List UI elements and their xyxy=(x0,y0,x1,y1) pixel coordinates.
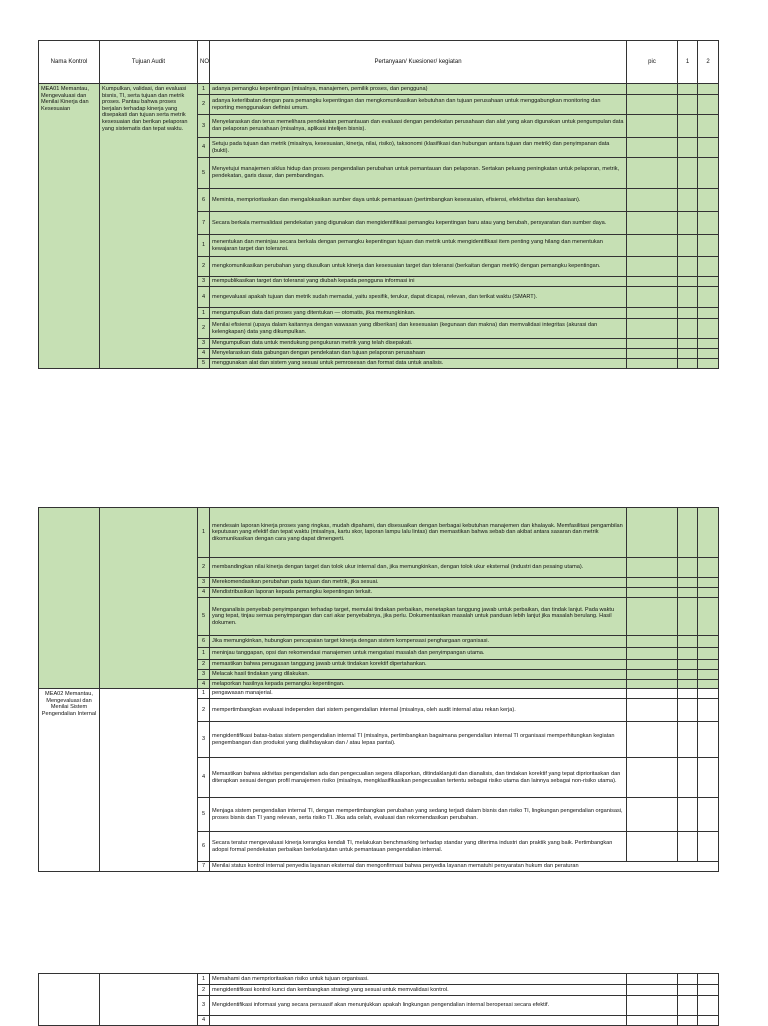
score-1-cell[interactable] xyxy=(678,189,698,212)
score-1-cell[interactable] xyxy=(678,319,698,339)
score-1-cell[interactable] xyxy=(678,689,698,699)
score-1-cell[interactable] xyxy=(678,257,698,277)
pic-cell[interactable] xyxy=(627,578,678,588)
score-1-cell[interactable] xyxy=(678,670,698,680)
question-cell: Memahami dan memprioritaskan risiko untuk tujuan organisasi. xyxy=(210,974,627,985)
score-1-cell[interactable] xyxy=(678,359,698,369)
audit-table-mea01 xyxy=(38,40,719,369)
pic-cell[interactable] xyxy=(627,319,678,339)
score-1-cell[interactable] xyxy=(678,558,698,578)
score-2-cell[interactable] xyxy=(698,558,719,578)
pic-cell[interactable] xyxy=(627,287,678,308)
row-number: 4 xyxy=(198,138,210,158)
row-number: 5 xyxy=(198,798,210,832)
question-cell: Menjaga sistem pengendalian internal TI, dengan mempertimbangkan perubahan yang sedang terjadi dalam bisnis dan risiko TI, lingkungan pengendalian organisasi, proses bisnis dan TI yang relevan, serta risiko TI. Jika ada celah, evaluasi dan rekomendasikan perubahan. xyxy=(210,798,627,832)
row-number: 4 xyxy=(198,1016,210,1026)
score-1-cell[interactable] xyxy=(678,158,698,189)
score-2-cell[interactable] xyxy=(698,598,719,636)
row-number: 2 xyxy=(198,985,210,996)
score-2-cell[interactable] xyxy=(698,235,719,257)
question-cell: Mendistribusikan laporan kepada pemangku kepentingan terkait. xyxy=(210,588,627,598)
pic-cell[interactable] xyxy=(627,758,678,798)
question-cell: Menganalisis penyebab penyimpangan terhadap target, memulai tindakan perbaikan, menetapkan tanggung jawab untuk perbaikan, dan tindak lanjut. Pada waktu yang tepat, tinjau semua penyimpangan dan cari akar penyebabnya, jika perlu. Dokumentasikan masalah untuk panduan lebih lanjut jika masalah berulang. Hasil dokumen. xyxy=(210,598,627,636)
score-2-cell[interactable] xyxy=(698,287,719,308)
pic-cell[interactable] xyxy=(627,558,678,578)
score-2-cell[interactable] xyxy=(698,277,719,287)
audit-objective-cell-empty xyxy=(100,974,198,1026)
pic-cell[interactable] xyxy=(627,1016,678,1026)
question-cell: mempertimbangkan evaluasi independen dari sistem pengendalian internal (misalnya, oleh audit internal atau rekan kerja). xyxy=(210,699,627,722)
score-2-cell[interactable] xyxy=(698,359,719,369)
score-2-cell[interactable] xyxy=(698,508,719,558)
score-1-cell[interactable] xyxy=(678,680,698,689)
control-name-cell: MEA01 Memantau, Mengevaluasi dan Menilai Kinerja dan Kesesuaian xyxy=(39,84,100,369)
score-2-cell[interactable] xyxy=(698,189,719,212)
row-number: 1 xyxy=(198,689,210,699)
question-cell: mendesain laporan kinerja proses yang ringkas, mudah dipahami, dan disesuaikan dengan berbagai kebutuhan manajemen dan khalayak. Memfasilitasi pengambilan keputusan yang efektif dan tepat waktu (misalnya, kartu skor, laporan lampu lalu lintas) dan memastikan bahwa sebab dan akibat antara sasaran dan metrik dikomunikasikan dengan cara yang dapat dimengerti. xyxy=(210,508,627,558)
row-number: 4 xyxy=(198,287,210,308)
score-2-cell[interactable] xyxy=(698,308,719,319)
score-1-cell[interactable] xyxy=(678,636,698,648)
row-number: 3 xyxy=(198,996,210,1016)
score-1-cell[interactable] xyxy=(678,832,698,862)
pic-cell[interactable] xyxy=(627,689,678,699)
score-2-cell[interactable] xyxy=(698,319,719,339)
header-pertanyaan: Pertanyaan/ Kuesioner/ kegiatan xyxy=(210,41,627,84)
score-1-cell[interactable] xyxy=(678,648,698,660)
row-number: 2 xyxy=(198,95,210,115)
score-1-cell[interactable] xyxy=(678,660,698,670)
row-number: 6 xyxy=(198,832,210,862)
score-1-cell[interactable] xyxy=(678,212,698,235)
score-1-cell[interactable] xyxy=(678,84,698,95)
row-number: 4 xyxy=(198,588,210,598)
question-cell: melaporkan hasilnya kepada pemangku kepentingan. xyxy=(210,680,627,689)
table-row xyxy=(39,508,719,558)
control-name-cell-mea02: MEA02 Memantau, Mengevaluasi dan Menilai Sistem Pengendalian Internal xyxy=(39,689,100,872)
row-number: 1 xyxy=(198,84,210,95)
question-cell: Secara teratur mengevaluasi kinerja kerangka kendali TI, melakukan benchmarking terhadap standar yang diterima industri dan praktik yang baik. Pertimbangkan adopsi formal pendekatan perbaikan berkelanjutan untuk pemantauan pengendalian internal. xyxy=(210,832,627,862)
score-2-cell[interactable] xyxy=(698,974,719,985)
row-number: 6 xyxy=(198,189,210,212)
score-2-cell[interactable] xyxy=(698,722,719,758)
table-row xyxy=(39,84,719,95)
question-cell: pengawasan manajerial. xyxy=(210,689,627,699)
question-cell: menggunakan alat dan sistem yang sesuai untuk pemrosesan dan format data untuk analisis. xyxy=(210,359,627,369)
question-cell: mengidentifikasi batas-batas sistem pengendalian internal TI (misalnya, pertimbangkan bagaimana pengendalian internal TI organisasi memperhitungkan kegiatan pengembangan dan produksi yang dialihdayakan dan / atau lepas pantai). xyxy=(210,722,627,758)
score-1-cell[interactable] xyxy=(678,722,698,758)
table-row xyxy=(39,689,719,699)
question-cell: memastikan bahwa penugasan tanggung jawab untuk tindakan korektif dipertahankan. xyxy=(210,660,627,670)
row-number: 1 xyxy=(198,308,210,319)
row-number: 2 xyxy=(198,699,210,722)
header-tujuan-audit: Tujuan Audit xyxy=(100,41,198,84)
audit-table-mea01-mea02 xyxy=(38,507,719,872)
pic-cell[interactable] xyxy=(627,508,678,558)
score-1-cell[interactable] xyxy=(678,798,698,832)
score-2-cell[interactable] xyxy=(698,636,719,648)
score-2-cell[interactable] xyxy=(698,212,719,235)
header-col-1: 1 xyxy=(678,41,698,84)
row-number: 3 xyxy=(198,578,210,588)
score-1-cell[interactable] xyxy=(678,95,698,115)
row-number: 1 xyxy=(198,648,210,660)
question-cell: Menyelaraskan data gabungan dengan pendekatan dan tujuan pelaporan perusahaan xyxy=(210,349,627,359)
question-cell: Meminta, memprioritaskan dan mengalokasikan sumber daya untuk pemantauan (pertimbangkan kesesuaian, efisiensi, efektivitas dan kerahasiaan). xyxy=(210,189,627,212)
score-1-cell[interactable] xyxy=(678,287,698,308)
row-number: 1 xyxy=(198,235,210,257)
question-cell: Setuju pada tujuan dan metrik (misalnya, kesesuaian, kinerja, nilai, risiko), taksonomi (klasifikasi dan hubungan antara tujuan dan metrik) dan penyimpanan data (bukti). xyxy=(210,138,627,158)
score-1-cell[interactable] xyxy=(678,588,698,598)
pic-cell[interactable] xyxy=(627,670,678,680)
table-row xyxy=(39,974,719,985)
score-1-cell[interactable] xyxy=(678,974,698,985)
pic-cell[interactable] xyxy=(627,349,678,359)
score-1-cell[interactable] xyxy=(678,699,698,722)
row-number: 2 xyxy=(198,660,210,670)
table-header-row xyxy=(39,41,719,84)
score-1-cell[interactable] xyxy=(678,277,698,287)
score-2-cell[interactable] xyxy=(698,648,719,660)
pic-cell[interactable] xyxy=(627,235,678,257)
question-cell xyxy=(210,1016,627,1026)
pic-cell[interactable] xyxy=(627,722,678,758)
question-cell: menentukan dan meninjau secara berkala dengan pemangku kepentingan tujuan dan metrik untuk mengidentifikasi item penting yang hilang dan menentukan kewajaran target dan toleransi. xyxy=(210,235,627,257)
pic-cell[interactable] xyxy=(627,277,678,287)
question-cell: Secara berkala memvalidasi pendekatan yang digunakan dan mengidentifikasi pemangku kepentingan baru atau yang berubah, persyaratan dan sumber daya. xyxy=(210,212,627,235)
row-number: 2 xyxy=(198,558,210,578)
question-cell: mengumpulkan data dari proses yang ditentukan — otomatis, jika memungkinkan. xyxy=(210,308,627,319)
score-1-cell[interactable] xyxy=(678,508,698,558)
pic-cell[interactable] xyxy=(627,257,678,277)
score-2-cell[interactable] xyxy=(698,985,719,996)
pic-cell[interactable] xyxy=(627,339,678,349)
score-2-cell[interactable] xyxy=(698,798,719,832)
score-1-cell[interactable] xyxy=(678,996,698,1016)
row-number: 1 xyxy=(198,974,210,985)
pic-cell[interactable] xyxy=(627,985,678,996)
row-number: 5 xyxy=(198,158,210,189)
pic-cell[interactable] xyxy=(627,138,678,158)
score-1-cell[interactable] xyxy=(678,1016,698,1026)
row-number: 7 xyxy=(198,212,210,235)
score-1-cell[interactable] xyxy=(678,308,698,319)
score-2-cell[interactable] xyxy=(698,84,719,95)
score-2-cell[interactable] xyxy=(698,138,719,158)
pic-cell[interactable] xyxy=(627,636,678,648)
row-number: 4 xyxy=(198,680,210,689)
question-cell: adanya keterlibatan dengan para pemangku kepentingan dan mengkomunikasikan kebutuhan dan tujuan perusahaan untuk menggabungkan monitoring dan reporting menggunakan definisi umum. xyxy=(210,95,627,115)
score-1-cell[interactable] xyxy=(678,758,698,798)
row-number: 2 xyxy=(198,319,210,339)
question-cell: Mengumpulkan data untuk mendukung pengukuran metrik yang telah disepakati. xyxy=(210,339,627,349)
pic-cell[interactable] xyxy=(627,189,678,212)
pic-cell[interactable] xyxy=(627,680,678,689)
score-2-cell[interactable] xyxy=(698,1016,719,1026)
header-pic: pic xyxy=(627,41,678,84)
question-cell: membandingkan nilai kinerja dengan target dan tolok ukur internal dan, jika memungkinkan, dengan tolok ukur eksternal (industri dan pesaing utama). xyxy=(210,558,627,578)
pic-cell[interactable] xyxy=(627,798,678,832)
pic-cell[interactable] xyxy=(627,588,678,598)
question-cell: Jika memungkinkan, hubungkan pencapaian target kinerja dengan sistem kompensasi penghargaan organisasi. xyxy=(210,636,627,648)
row-number: 3 xyxy=(198,115,210,138)
score-2-cell[interactable] xyxy=(698,115,719,138)
question-cell: mengevaluasi apakah tujuan dan metrik sudah memadai, yaitu spesifik, terukur, dapat dicapai, relevan, dan terikat waktu (SMART). xyxy=(210,287,627,308)
score-2-cell[interactable] xyxy=(698,689,719,699)
score-1-cell[interactable] xyxy=(678,339,698,349)
header-nama-kontrol: Nama Kontrol xyxy=(39,41,100,84)
score-2-cell[interactable] xyxy=(698,257,719,277)
score-2-cell[interactable] xyxy=(698,95,719,115)
row-number: 3 xyxy=(198,670,210,680)
score-2-cell[interactable] xyxy=(698,660,719,670)
row-number: 6 xyxy=(198,636,210,648)
row-number: 1 xyxy=(198,508,210,558)
score-2-cell[interactable] xyxy=(698,588,719,598)
question-cell: Merekomendasikan perubahan pada tujuan dan metrik, jika sesuai. xyxy=(210,578,627,588)
score-1-cell[interactable] xyxy=(678,598,698,636)
score-1-cell[interactable] xyxy=(678,349,698,359)
pic-cell[interactable] xyxy=(627,974,678,985)
question-cell: adanya pemangku kepentingan (misalnya, manajemen, pemilik proses, dan pengguna) xyxy=(210,84,627,95)
audit-table-mea02-continued xyxy=(38,973,719,1026)
audit-objective-cell-empty xyxy=(100,508,198,689)
pic-cell[interactable] xyxy=(627,212,678,235)
pic-cell[interactable] xyxy=(627,359,678,369)
row-number: 3 xyxy=(198,339,210,349)
score-1-cell[interactable] xyxy=(678,138,698,158)
score-2-cell[interactable] xyxy=(698,680,719,689)
question-cell: Menilai status kontrol internal penyedia layanan eksternal dan mengonfirmasi bahwa penyedia layanan mematuhi persyaratan hukum dan peraturan xyxy=(210,862,719,872)
row-number: 5 xyxy=(198,359,210,369)
row-number: 4 xyxy=(198,349,210,359)
row-number: 4 xyxy=(198,758,210,798)
question-cell: Memastikan bahwa aktivitas pengendalian ada dan pengecualian segera dilaporkan, ditindaklanjuti dan dianalisis, dan tindakan korektif yang tepat diprioritaskan dan diterapkan sesuai dengan profil manajemen risiko (misalnya, mengklasifikasikan pengecualian tertentu sebagai risiko utama dan lainnya sebagai non-risiko utama). xyxy=(210,758,627,798)
pic-cell[interactable] xyxy=(627,660,678,670)
question-cell: Menilai efisiensi (upaya dalam kaitannya dengan wawasan yang diberikan) dan kesesuaian (kegunaan dan makna) dan memvalidasi integritas (akurasi dan kelengkapan) data yang dikumpulkan. xyxy=(210,319,627,339)
score-1-cell[interactable] xyxy=(678,985,698,996)
score-2-cell[interactable] xyxy=(698,832,719,862)
pic-cell[interactable] xyxy=(627,95,678,115)
score-2-cell[interactable] xyxy=(698,339,719,349)
question-cell: Menyetujui manajemen siklus hidup dan proses pengendalian perubahan untuk pemantauan dan pelaporan. Sertakan peluang peningkatan untuk pelaporan, metrik, pendekatan, garis dasar, dan pembandingan. xyxy=(210,158,627,189)
pic-cell[interactable] xyxy=(627,158,678,189)
score-2-cell[interactable] xyxy=(698,758,719,798)
control-name-cell-empty xyxy=(39,508,100,689)
score-1-cell[interactable] xyxy=(678,115,698,138)
header-col-2: 2 xyxy=(698,41,719,84)
header-no: NO xyxy=(198,41,210,84)
row-number: 2 xyxy=(198,257,210,277)
pic-cell[interactable] xyxy=(627,699,678,722)
question-cell: Mengidentifikasi informasi yang secara persuasif akan menunjukkan apakah lingkungan pengendalian internal beroperasi secara efektif. xyxy=(210,996,627,1016)
question-cell: mengkomunikasikan perubahan yang diusulkan untuk kinerja dan kesesuaian target dan toleransi (berkaitan dengan metrik) dengan pemangku kepentingan. xyxy=(210,257,627,277)
score-2-cell[interactable] xyxy=(698,158,719,189)
audit-objective-cell: Kumpulkan, validasi, dan evaluasi bisnis, TI, serta tujuan dan metrik proses. Pantau bahwa proses berjalan terhadap kinerja yang disepakati dan tujuan serta metrik kesesuaian dan berikan pelaporan yang sistematis dan tepat waktu. xyxy=(100,84,198,369)
pic-cell[interactable] xyxy=(627,308,678,319)
row-number: 3 xyxy=(198,722,210,758)
score-2-cell[interactable] xyxy=(698,578,719,588)
row-number: 5 xyxy=(198,598,210,636)
question-cell: Melacak hasil tindakan yang dilakukan. xyxy=(210,670,627,680)
score-1-cell[interactable] xyxy=(678,235,698,257)
question-cell: Menyelaraskan dan terus memelihara pendekatan pemantauan dan evaluasi dengan pendekatan perusahaan dan alat yang akan digunakan untuk pengumpulan data dan pelaporan perusahaan (misalnya, aplikasi intelijen bisnis). xyxy=(210,115,627,138)
score-2-cell[interactable] xyxy=(698,670,719,680)
control-name-cell-empty xyxy=(39,974,100,1026)
pic-cell[interactable] xyxy=(627,115,678,138)
question-cell: mempublikasikan target dan toleransi yang diubah kepada pengguna informasi ini xyxy=(210,277,627,287)
row-number: 3 xyxy=(198,277,210,287)
score-2-cell[interactable] xyxy=(698,996,719,1016)
pic-cell[interactable] xyxy=(627,832,678,862)
audit-objective-cell-mea02 xyxy=(100,689,198,872)
pic-cell[interactable] xyxy=(627,648,678,660)
pic-cell[interactable] xyxy=(627,996,678,1016)
score-2-cell[interactable] xyxy=(698,699,719,722)
pic-cell[interactable] xyxy=(627,598,678,636)
question-cell: mengidentifikasi kontrol kunci dan kembangkan strategi yang sesuai untuk memvalidasi kontrol. xyxy=(210,985,627,996)
score-1-cell[interactable] xyxy=(678,578,698,588)
score-2-cell[interactable] xyxy=(698,349,719,359)
question-cell: meninjau tanggapan, opsi dan rekomendasi manajemen untuk mengatasi masalah dan penyimpangan utama. xyxy=(210,648,627,660)
row-number: 7 xyxy=(198,862,210,872)
pic-cell[interactable] xyxy=(627,84,678,95)
